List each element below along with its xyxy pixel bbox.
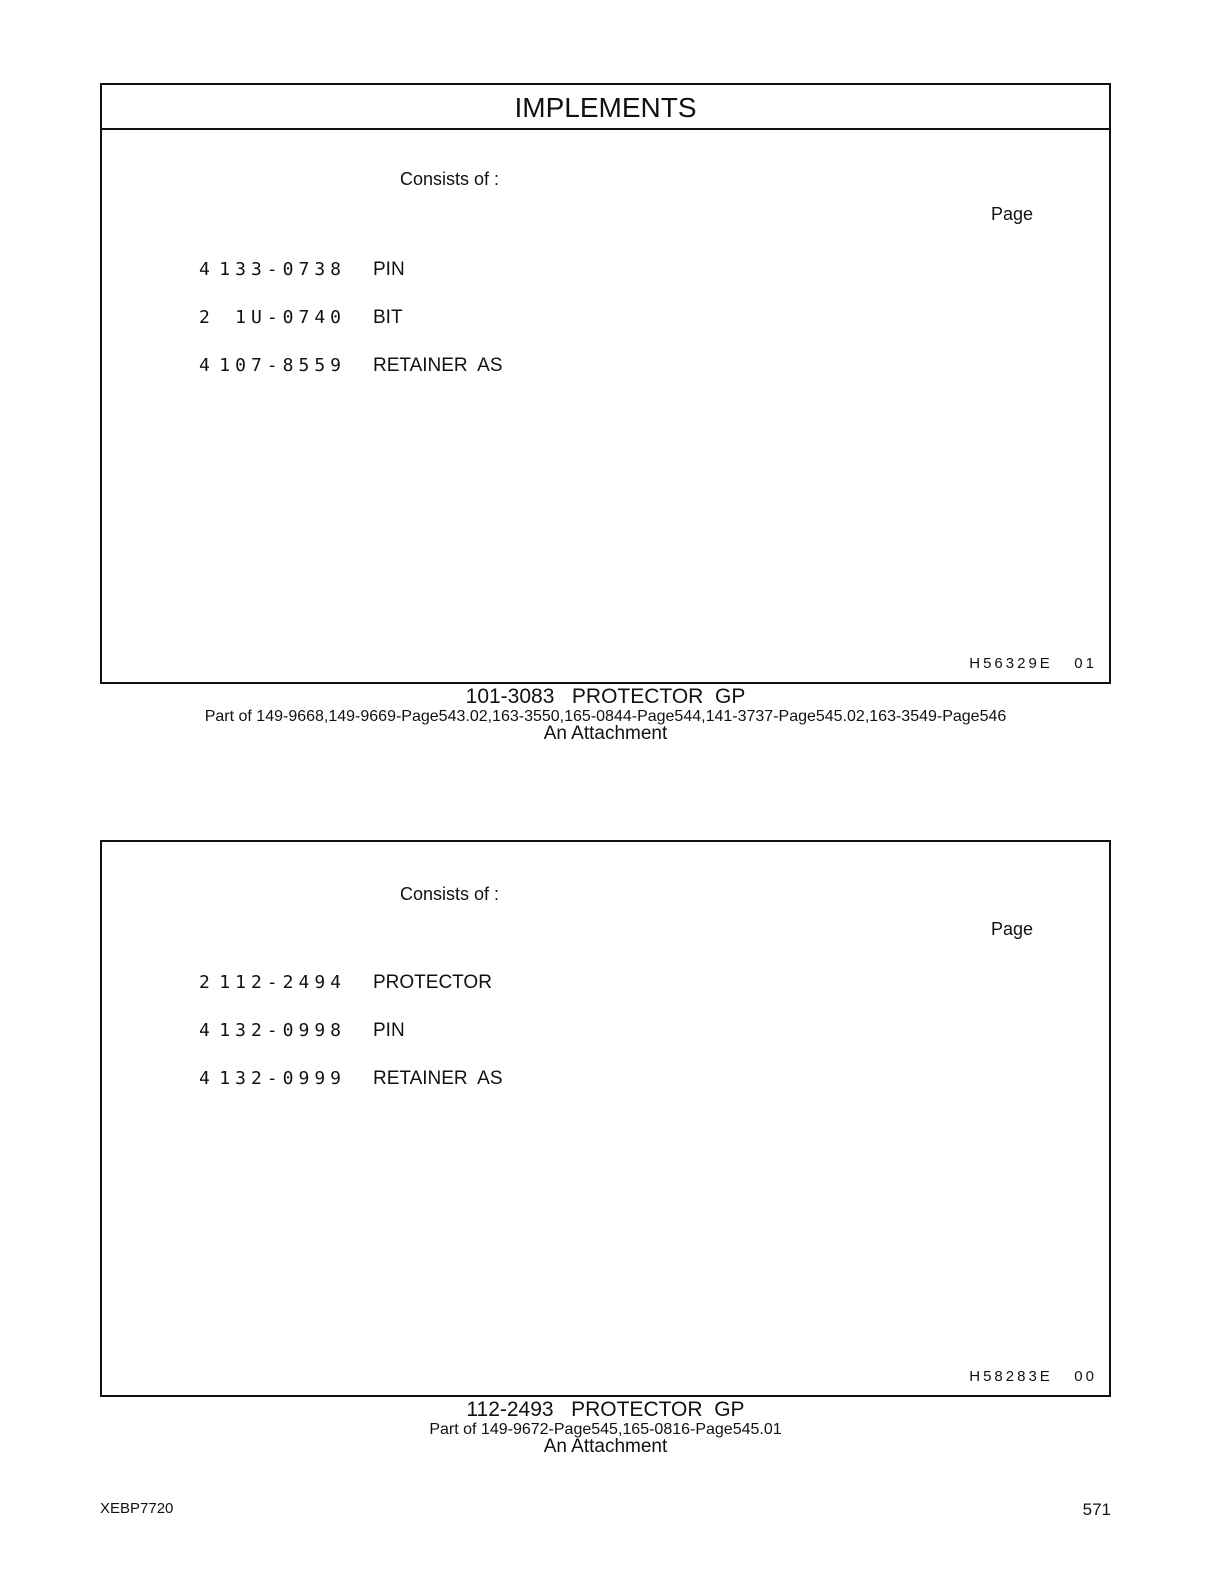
part-quantity: 4 <box>199 1020 210 1041</box>
part-name: PIN <box>373 1020 405 1041</box>
part-row <box>102 972 1109 1020</box>
part-number: 133-0738 <box>219 259 346 280</box>
part-row <box>102 1068 1109 1116</box>
group-part-of: Part of 149-9668,149-9669-Page543.02,163-3550,165-0844-Page544,141-3737-Page545.02,163-3549-Page546 <box>204 708 1007 725</box>
parts-group-panel-2 <box>100 840 1111 1397</box>
group-title: 101-3083 PROTECTOR GP <box>465 685 746 708</box>
part-quantity: 2 <box>199 307 210 328</box>
page-column-label: Page <box>991 204 1034 224</box>
part-row <box>102 1020 1109 1068</box>
group-part-of: Part of 149-9672-Page545,165-0816-Page545.01 <box>429 1421 782 1438</box>
part-name: BIT <box>373 307 403 328</box>
part-name: RETAINER AS <box>373 1068 503 1089</box>
part-row <box>102 355 1109 403</box>
part-number: 107-8559 <box>219 355 346 376</box>
parts-list <box>102 972 1109 1116</box>
part-number: 112-2494 <box>219 972 346 993</box>
consists-of-label: Consists of : <box>400 169 500 189</box>
illustration-reference-code: H56329E 01 <box>969 655 1097 672</box>
part-row <box>102 259 1109 307</box>
group-title: 112-2493 PROTECTOR GP <box>466 1398 745 1421</box>
page-column-label: Page <box>991 919 1034 939</box>
part-name: PIN <box>373 259 405 280</box>
illustration-reference-code: H58283E 00 <box>969 1368 1097 1385</box>
part-quantity: 4 <box>199 355 210 376</box>
part-quantity: 4 <box>199 259 210 280</box>
parts-group-panel-1 <box>100 83 1111 684</box>
consists-of-label: Consists of : <box>400 884 500 904</box>
part-number: 132-0999 <box>219 1068 346 1089</box>
group-attachment-note: An Attachment <box>543 723 668 744</box>
group-caption <box>100 686 1111 743</box>
part-quantity: 2 <box>199 972 210 993</box>
part-quantity: 4 <box>199 1068 210 1089</box>
group-attachment-note: An Attachment <box>543 1436 668 1457</box>
part-number: 132-0998 <box>219 1020 346 1041</box>
document-number: XEBP7720 <box>100 1500 174 1517</box>
parts-list <box>102 259 1109 403</box>
part-name: PROTECTOR <box>373 972 492 993</box>
group-caption <box>100 1399 1111 1456</box>
part-row <box>102 307 1109 355</box>
page-number: 571 <box>1082 1500 1111 1519</box>
part-name: RETAINER AS <box>373 355 503 376</box>
part-number: 1U-0740 <box>235 307 346 328</box>
section-title: IMPLEMENTS <box>102 85 1109 130</box>
